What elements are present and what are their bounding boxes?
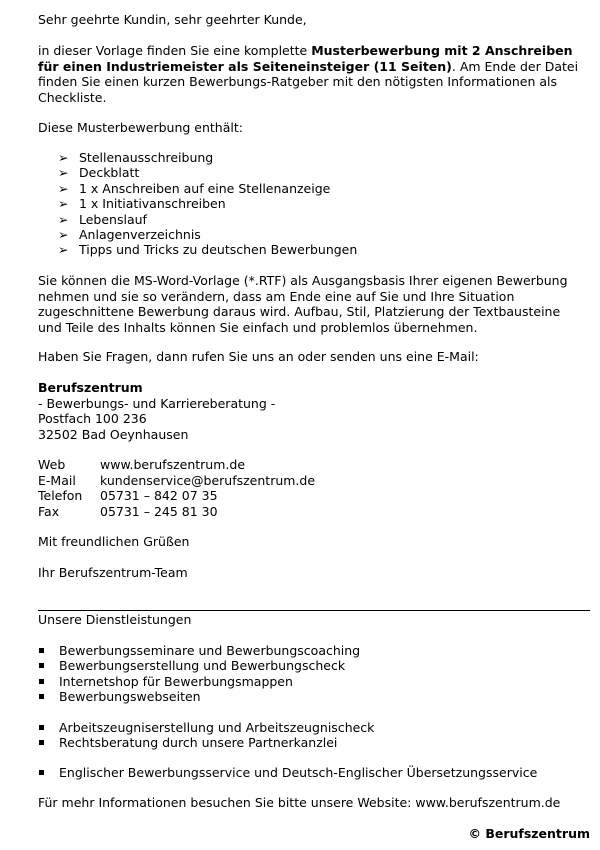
fax-number: 05731 – 245 81 30	[100, 503, 218, 519]
contact-web-row: Web www.berufszentrum.de	[38, 457, 246, 472]
arrow-bullet-icon: ➢	[58, 242, 69, 258]
web-link[interactable]: www.berufszentrum.de	[100, 457, 246, 472]
arrow-bullet-icon: ➢	[58, 227, 69, 243]
divider-line	[38, 610, 590, 611]
square-bullet-icon	[39, 648, 44, 653]
contact-fax-row: Fax 05731 – 245 81 30	[38, 503, 218, 519]
intro-text-2: . Am Ende der Datei finden Sie einen kurzen Bewerbungs-Ratgeber mit den nötigsten Informationen als Checkliste.	[38, 58, 579, 105]
list-item: ➢ Deckblatt	[58, 165, 140, 181]
email-link[interactable]: kundenservice@berufszentrum.de	[100, 472, 316, 488]
list-item: Englischer Bewerbungsservice und Deutsch-Englischer Übersetzungsservice	[38, 765, 537, 780]
signature-text: Ihr Berufszentrum-Team	[38, 565, 188, 580]
contents-list	[58, 150, 357, 258]
contact-block	[38, 457, 315, 519]
arrow-bullet-icon: ➢	[58, 211, 69, 227]
company-name: Berufszentrum	[38, 380, 143, 395]
list-item: Arbeitszeugniserstellung und Arbeitszeugnischeck	[38, 720, 374, 735]
square-bullet-icon	[39, 663, 44, 668]
company-subtitle: - Bewerbungs- und Karriereberatung -	[38, 395, 276, 411]
arrow-bullet-icon: ➢	[58, 150, 69, 165]
address-city: 32502 Bad Oeynhausen	[38, 426, 189, 442]
list-item: ➢ Tipps und Tricks zu deutschen Bewerbungen	[58, 242, 358, 258]
services-list-1	[38, 643, 360, 705]
list-item: Rechtsberatung durch unsere Partnerkanzlei	[38, 735, 374, 750]
list-item: ➢ 1 x Anschreiben auf eine Stellenanzeige	[58, 180, 331, 196]
copyright-text: © Berufszentrum	[468, 826, 590, 841]
list-item: Bewerbungsseminare und Bewerbungscoaching	[38, 643, 360, 658]
list-item: ➢ Stellenausschreibung	[58, 150, 214, 165]
greeting: Sehr geehrte Kundin, sehr geehrter Kunde,	[38, 12, 307, 27]
contents-heading: Diese Musterbewerbung enthält:	[38, 120, 243, 135]
services-list-2	[38, 720, 374, 751]
arrow-bullet-icon: ➢	[58, 196, 69, 212]
square-bullet-icon	[39, 740, 44, 745]
list-item: ➢ Anlagenverzeichnis	[58, 227, 201, 243]
list-item: Bewerbungswebseiten	[38, 689, 360, 704]
intro-text-1: in dieser Vorlage finden Sie eine komplette	[38, 43, 312, 58]
arrow-bullet-icon: ➢	[58, 165, 69, 181]
services-heading: Unsere Dienstleistungen	[38, 612, 192, 627]
list-item: ➢ Lebenslauf	[58, 211, 147, 227]
contact-phone-row: Telefon 05731 – 842 07 35	[38, 488, 218, 503]
list-item: ➢ 1 x Initiativanschreiben	[58, 196, 226, 212]
contact-email-row: E-Mail kundenservice@berufszentrum.de	[38, 472, 316, 488]
phone-number: 05731 – 842 07 35	[100, 488, 218, 503]
closing-text: Mit freundlichen Grüßen	[38, 534, 190, 549]
usage-paragraph: Sie können die MS-Word-Vorlage (*.RTF) als Ausgangsbasis Ihrer eigenen Bewerbung nehmen und sie so verändern, dass am Ende eine auf Sie und Ihre Situation zugeschnittene Bewerbung daraus wird. Aufbau, Stil, Platzierung der Textbausteine und Teile des Inhalts können Sie einfach und problemlos übernehmen.	[38, 273, 568, 335]
address-block	[38, 380, 275, 442]
services-list-3	[38, 765, 537, 780]
square-bullet-icon	[39, 694, 44, 699]
list-item: Internetshop für Bewerbungsmappen	[38, 674, 360, 689]
square-bullet-icon	[39, 770, 44, 775]
intro-paragraph	[38, 43, 583, 105]
list-item: Bewerbungserstellung und Bewerbungscheck	[38, 658, 360, 673]
questions-paragraph: Haben Sie Fragen, dann rufen Sie uns an oder senden uns eine E-Mail:	[38, 349, 479, 364]
website-note: Für mehr Informationen besuchen Sie bitte unsere Website: www.berufszentrum.de	[38, 795, 561, 810]
square-bullet-icon	[39, 725, 44, 730]
arrow-bullet-icon: ➢	[58, 180, 69, 196]
square-bullet-icon	[39, 679, 44, 684]
address-postbox: Postfach 100 236	[38, 411, 147, 426]
intro-bold-text: Musterbewerbung mit 2 Anschreiben für einen Industriemeister als Seiteneinsteiger (11 Seiten)	[38, 43, 573, 74]
